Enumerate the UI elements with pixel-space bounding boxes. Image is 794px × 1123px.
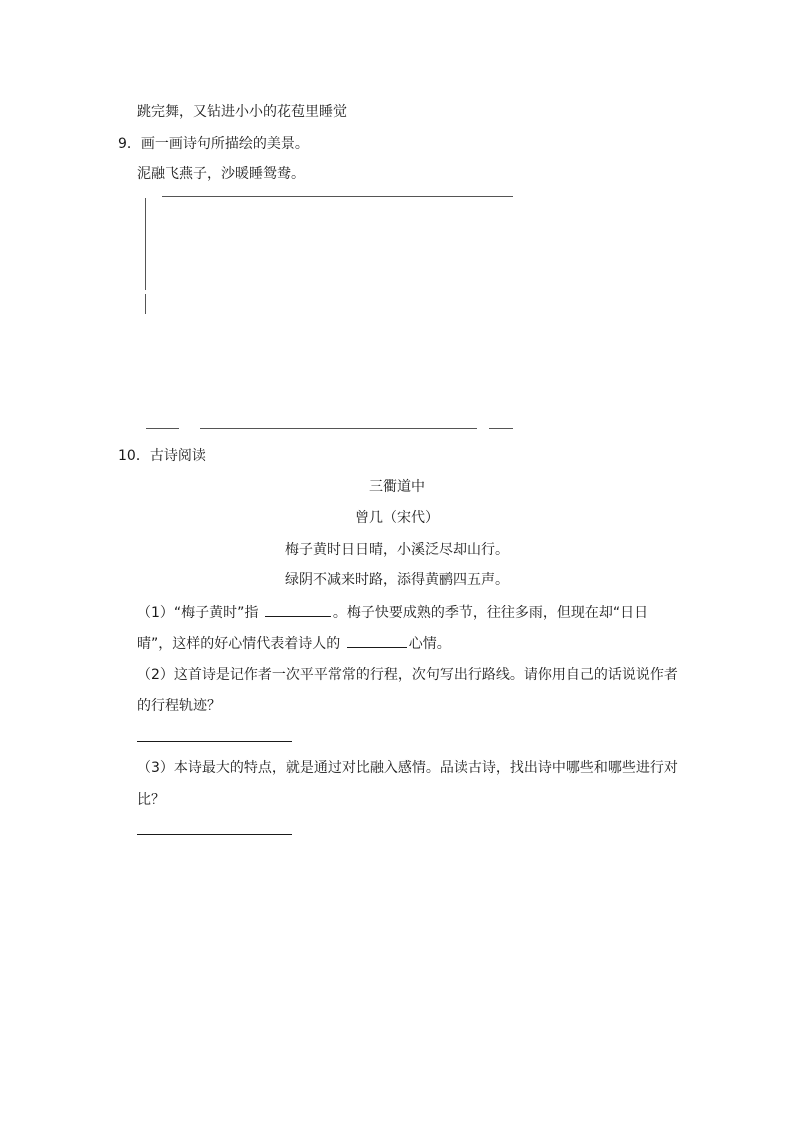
- sub-question-1-text-d: 心情。: [408, 636, 451, 652]
- question-10-number: 10．: [118, 448, 150, 464]
- poem-author: 曾几（宋代）: [355, 510, 439, 526]
- answer-blank-2[interactable]: [347, 633, 407, 648]
- poem-title: 三衢道中: [369, 479, 425, 495]
- sub-question-1-text-b: 。梅子快要成熟的季节，往往多雨，但现在却“日日: [332, 605, 649, 621]
- question-10-text: 古诗阅读: [149, 448, 206, 464]
- answer-blank-1[interactable]: [265, 602, 331, 617]
- drawing-box[interactable]: [143, 194, 515, 432]
- answer-line-3[interactable]: [137, 834, 292, 835]
- sub-question-2-line-2: 的行程轨迹？: [137, 698, 221, 714]
- drawing-box-left-edge-stub: [145, 294, 146, 314]
- poem-line-2: 绿阴不减来时路，添得黄鹂四五声。: [285, 572, 509, 588]
- question-9-number: 9．: [118, 136, 141, 152]
- answer-line-2[interactable]: [137, 741, 292, 742]
- sub-question-3-line-1: （3）本诗最大的特点，就是通过对比融入感情。品读古诗，找出诗中哪些和哪些进行对: [137, 760, 678, 776]
- question-9-text: 画一画诗句所描绘的美景。: [140, 136, 309, 152]
- continuation-text: 跳完舞，又钻进小小的花苞里睡觉: [137, 104, 347, 120]
- question-9-poem-line: 泥融飞燕子，沙暖睡鸳鸯。: [137, 166, 305, 182]
- sub-question-1-text-c: 晴”，这样的好心情代表着诗人的: [137, 636, 341, 652]
- sub-question-1-text-a: （1）“梅子黄时”指: [137, 605, 259, 621]
- question-9-prompt: [118, 134, 309, 154]
- drawing-box-top-edge: [162, 196, 513, 197]
- drawing-box-bottom-edge-1: [146, 428, 179, 429]
- sub-question-2-line-1: （2）这首诗是记作者一次平平常常的行程，次句写出行路线。请你用自己的话说说作者: [137, 667, 678, 683]
- sub-question-1-line-1: [137, 602, 648, 623]
- sub-question-1-line-2: [137, 633, 451, 654]
- sub-question-3-line-2: 比？: [137, 792, 165, 808]
- drawing-box-left-edge: [145, 198, 146, 290]
- poem-line-1: 梅子黄时日日晴，小溪泛尽却山行。: [285, 542, 509, 558]
- drawing-box-bottom-edge-2: [200, 428, 477, 429]
- drawing-box-bottom-edge-3: [489, 428, 513, 429]
- question-10-prompt: [118, 446, 206, 466]
